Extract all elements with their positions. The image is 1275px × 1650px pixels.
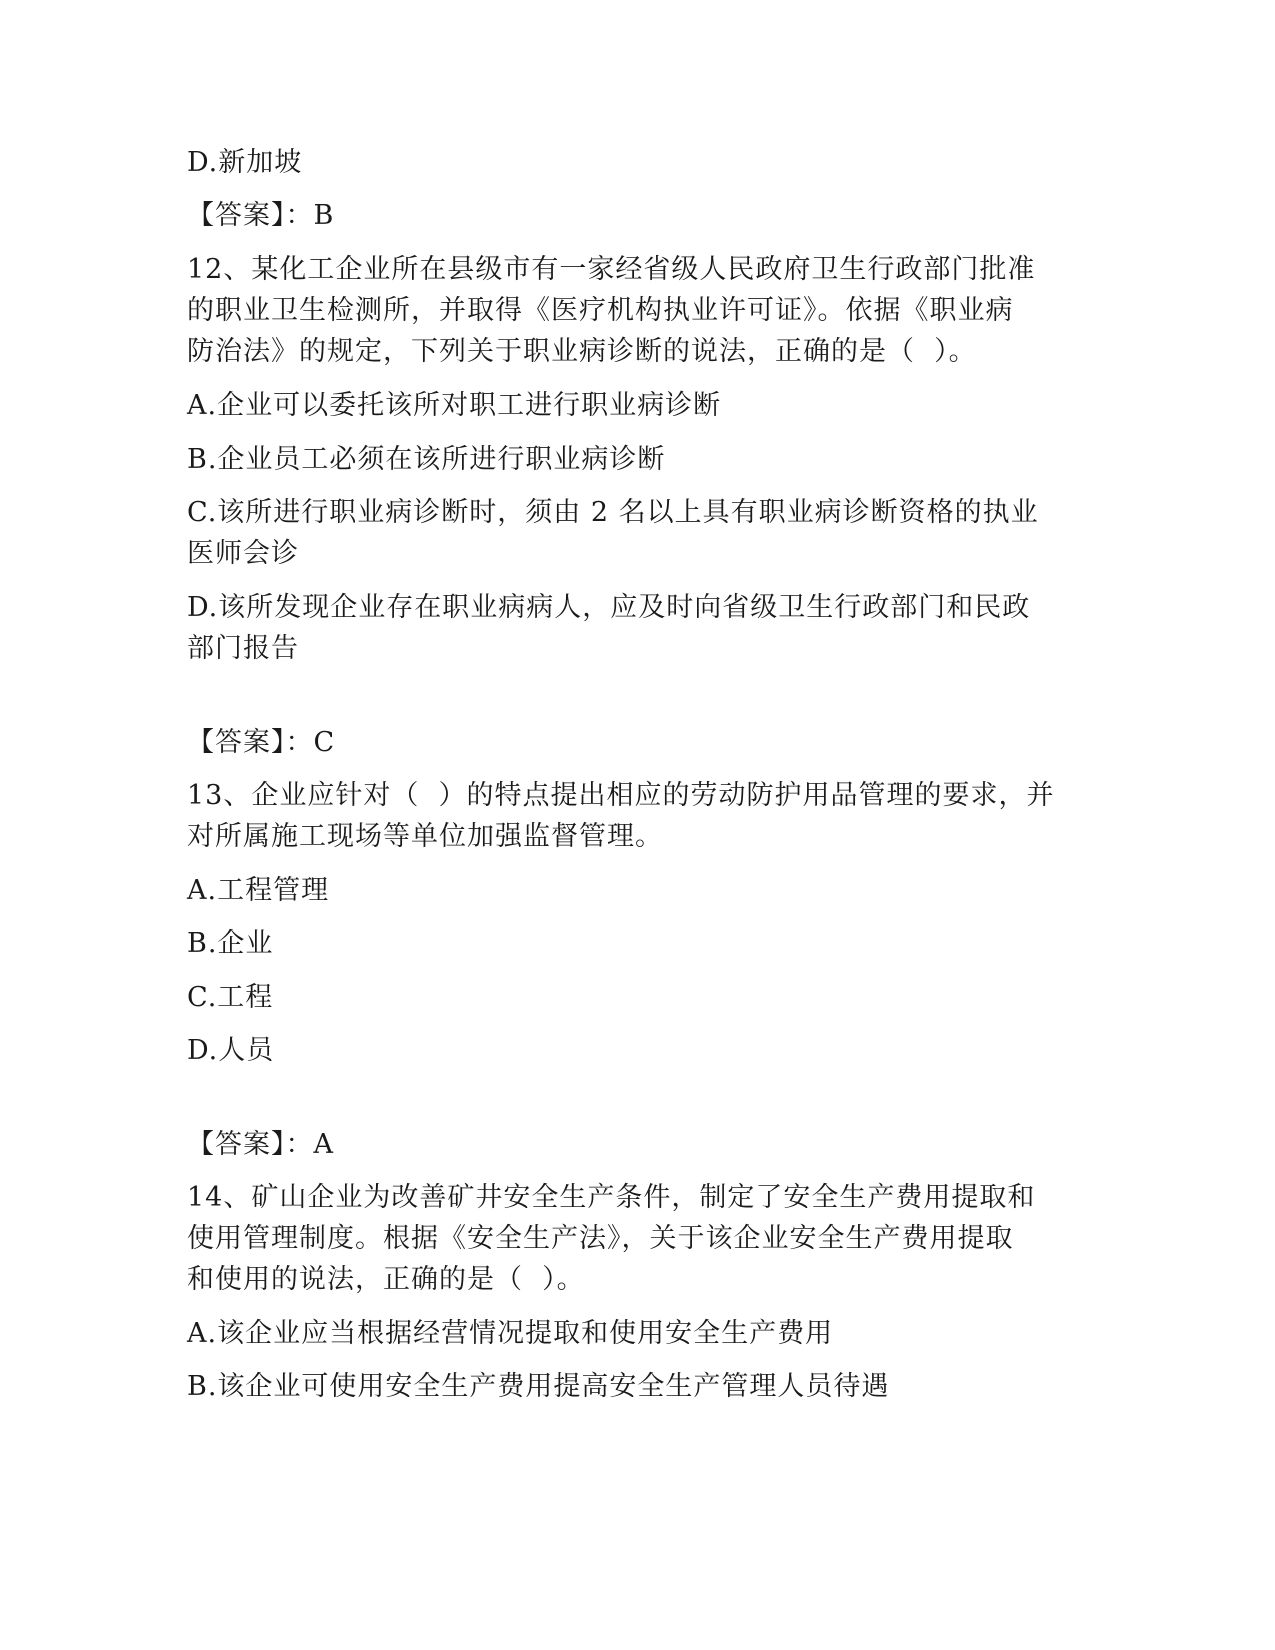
q12-stem-line2: 的职业卫生检测所，并取得《医疗机构执业许可证》。依据《职业病 [187, 295, 1014, 326]
q13-answer: 【答案】：A [187, 1129, 334, 1160]
q14-stem-line1: 14、矿山企业为改善矿井安全生产条件，制定了安全生产费用提取和 [187, 1182, 1036, 1213]
q11-option-d: D.新加坡 [187, 147, 303, 178]
q12-option-d-line1: D.该所发现企业存在职业病病人，应及时向省级卫生行政部门和民政 [187, 592, 1031, 623]
q13-stem-line1: 13、企业应针对（ ）的特点提出相应的劳动防护用品管理的要求，并 [187, 780, 1055, 811]
q13-option-b: B.企业 [187, 928, 274, 959]
q13-option-a: A.工程管理 [187, 875, 330, 906]
q11-answer: 【答案】：B [187, 200, 335, 231]
q14-stem-line3: 和使用的说法，正确的是（ ）。 [187, 1264, 585, 1295]
q13-stem-line2: 对所属施工现场等单位加强监督管理。 [187, 821, 663, 852]
q12-answer: 【答案】：C [187, 727, 336, 758]
q14-option-b: B.该企业可使用安全生产费用提高安全生产管理人员待遇 [187, 1371, 890, 1402]
q13-option-d: D.人员 [187, 1035, 275, 1066]
q12-stem-line1: 12、某化工企业所在县级市有一家经省级人民政府卫生行政部门批准 [187, 254, 1036, 285]
q12-option-b: B.企业员工必须在该所进行职业病诊断 [187, 444, 666, 475]
q13-option-c: C.工程 [187, 982, 274, 1013]
q12-option-c-line2: 医师会诊 [187, 538, 299, 569]
q12-option-a: A.企业可以委托该所对职工进行职业病诊断 [187, 390, 722, 421]
q12-option-c-line1: C.该所进行职业病诊断时，须由 2 名以上具有职业病诊断资格的执业 [187, 497, 1039, 528]
q12-stem-line3: 防治法》的规定，下列关于职业病诊断的说法，正确的是（ ）。 [187, 336, 977, 367]
q12-option-d-line2: 部门报告 [187, 633, 299, 664]
q14-option-a: A.该企业应当根据经营情况提取和使用安全生产费用 [187, 1318, 834, 1349]
q14-stem-line2: 使用管理制度。根据《安全生产法》，关于该企业安全生产费用提取 [187, 1223, 1014, 1254]
